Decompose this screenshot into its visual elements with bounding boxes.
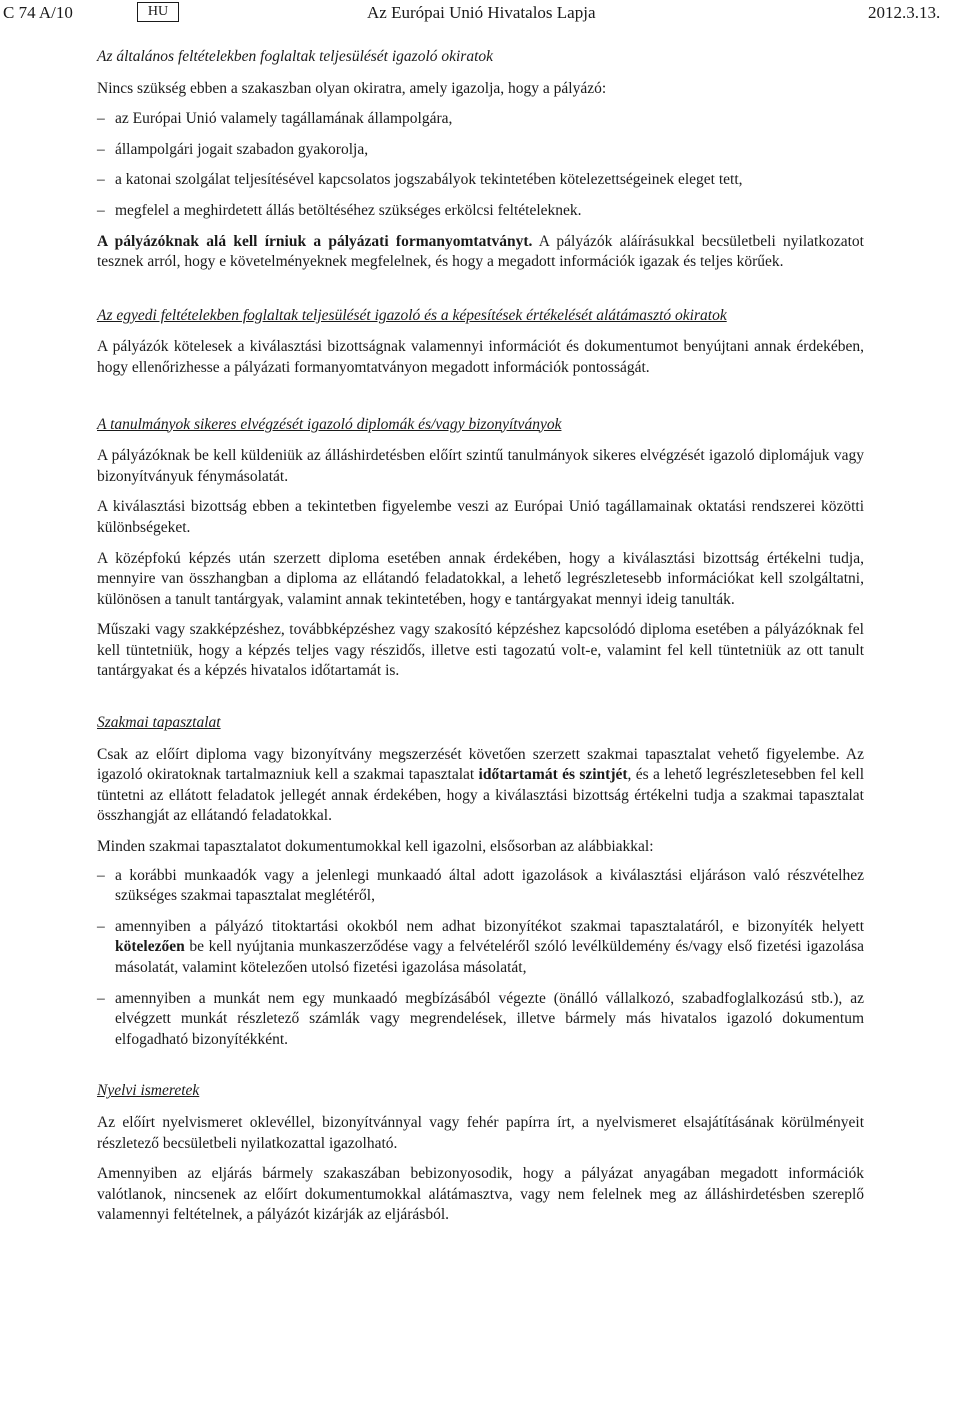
page-header — [0, 0, 960, 26]
paragraph — [97, 745, 864, 827]
paragraph-text: , és a lehető legrészletesebben fel kell tüntetni az ellátott feladatok jellegét annak érdekében, hogy a kiválasztási bizottság értékelni tudja a szakmai tapasztalat összhangját az ellátandó feladatokkal. — [97, 766, 864, 825]
paragraph: Minden szakmai tapasztalatot dokumentumokkal kell igazolni, elsősorban az alábbiakkal: — [97, 838, 654, 856]
list-item-text: a korábbi munkaadók vagy a jelenlegi munkaadó által adott igazolások a kiválasztási eljáráson való részvételhez szükséges szakmai tapasztalat meglétéről, — [115, 866, 864, 905]
bold-lead: A pályázóknak alá kell írniuk a pályázati formanyomtatványt. — [97, 232, 533, 250]
list-item-text: be kell nyújtania munkaszerződése vagy a felvételéről szóló levélküldemény és/vagy első fizetési igazolása másolatát, valamint kötelezően utolsó fizetési igazolása másolatát, — [115, 938, 864, 976]
issue-date: 2012.3.13. — [868, 3, 941, 22]
list-item — [97, 140, 864, 161]
section-heading-languages: Nyelvi ismeretek — [97, 1082, 200, 1100]
bold-emphasis: kötelezően — [115, 938, 185, 956]
section-heading-diplomas: A tanulmányok sikeres elvégzését igazoló diplomák és/vagy bizonyítványok — [97, 415, 562, 433]
dash-bullet: – — [97, 140, 105, 158]
dash-bullet: – — [97, 110, 105, 128]
list-item-text: a katonai szolgálat teljesítésével kapcsolatos jogszabályok tekintetében kötelezettségeinek eleget tett, — [115, 171, 743, 189]
dash-bullet: – — [97, 989, 105, 1007]
dash-bullet: – — [97, 917, 105, 935]
dash-bullet: – — [97, 866, 105, 884]
dash-bullet: – — [97, 201, 105, 219]
list-item-text: megfelel a meghirdetett állás betöltéséhez szükséges erkölcsi feltételeknek. — [115, 201, 582, 219]
paragraph: Műszaki vagy szakképzéshez, továbbképzéshez vagy szakosító képzéshez kapcsolódó diploma esetében a pályázóknak fel kell tüntetniük, hogy a képzés teljes vagy részidős, illetve esti tagozatú volt-e, valamint fel kell tüntetniük az ott tanult tantárgyakat és a képzés hivatalos időtartamát is. — [97, 621, 864, 680]
paragraph: Amennyiben az eljárás bármely szakaszában bebizonyosodik, hogy a pályázat anyagában megadott információk valótlanok, nincsenek az előírt dokumentumokkal alátámasztva, vagy nem felelnek meg az álláshirdetésben szereplő valamennyi feltételnek, a pályázót kizárják az eljárásból. — [97, 1165, 864, 1224]
paragraph: A kiválasztási bizottság ebben a tekintetben figyelembe veszi az Európai Unió tagállamainak oktatási rendszerei közötti különbségeket. — [97, 498, 864, 536]
paragraph — [97, 232, 864, 273]
paragraph: Nincs szükség ebben a szakaszban olyan okiratra, amely igazolja, hogy a pályázó: — [97, 79, 607, 97]
paragraph-text: Csak az előírt diploma vagy bizonyítvány megszerzését követően szerzett szakmai tapasztalat vehető figyelembe. Az igazoló okiratoknak tartalmazniuk kell a szakmai tapasztalat — [97, 745, 864, 784]
list-item — [97, 201, 864, 222]
list-item — [97, 866, 864, 907]
paragraph-text: A pályázók aláírásukkal becsületbeli nyilatkozatot tesznek arról, hogy e követelményeknek megfelelnek, és hogy a megadott információk igazak és teljes körűek. — [97, 232, 864, 271]
dash-bullet: – — [97, 171, 105, 189]
page-reference: C 74 A/10 — [3, 3, 73, 22]
document-body — [97, 47, 864, 1226]
list-item-text: amennyiben a munkát nem egy munkaadó megbízásából végezte (önálló vállalkozó, szabadfoglalkozású stb.), az elvégzett munkát részletező számlák vagy megrendelések, illetve bármely más hivatalos igazoló dokumentum elfogadható bizonyítékként. — [115, 989, 864, 1048]
language-badge: HU — [137, 2, 179, 22]
paragraph: Az előírt nyelvismeret oklevéllel, bizonyítvánnyal vagy fehér papírra írt, a nyelvismeret elsajátításának körülményeit részletező becsületbeli nyilatkozattal igazolható. — [97, 1113, 864, 1152]
section-heading-experience: Szakmai tapasztalat — [97, 714, 221, 732]
list-item-text: amennyiben a pályázó titoktartási okokból nem adhat bizonyítékot szakmai tapasztalatáról, e bizonyíték helyett — [115, 917, 864, 935]
section-heading-general: Az általános feltételekben foglaltak teljesülését igazoló okiratok — [97, 48, 494, 65]
list-item — [97, 989, 864, 1051]
list-item — [97, 917, 864, 979]
paragraph: A pályázóknak be kell küldeniük az álláshirdetésben előírt szintű tanulmányok sikeres elvégzését igazoló diplomájuk vagy bizonyítványuk fénymásolatát. — [97, 447, 864, 485]
bold-emphasis: időtartamát és szintjét — [478, 766, 628, 784]
list-item-text: az Európai Unió valamely tagállamának állampolgára, — [115, 110, 453, 128]
journal-title: Az Európai Unió Hivatalos Lapja — [367, 3, 596, 22]
list-item-text: állampolgári jogait szabadon gyakorolja, — [115, 140, 369, 158]
section-heading-specific: Az egyedi feltételekben foglaltak teljesülését igazoló és a képesítések értékelését alátámasztó okiratok — [97, 306, 727, 324]
list-item — [97, 109, 864, 130]
paragraph: A pályázók kötelesek a kiválasztási bizottságnak valamennyi információt és dokumentumot benyújtani annak érdekében, hogy ellenőrizhesse a pályázati formanyomtatványon megadott információk pontosságát. — [97, 338, 864, 376]
list-item — [97, 170, 864, 191]
paragraph: A középfokú képzés után szerzett diploma esetében annak érdekében, hogy a kiválasztási bizottság értékelni tudja, mennyire van összhangban a diploma az ellátandó feladatokkal, a lehető legrészletesebb információkat kell szolgáltatni, különösen a tanult tantárgyak, valamint annak tekintetében, hogy e tantárgyakat mennyi ideig tanulták. — [97, 549, 864, 608]
